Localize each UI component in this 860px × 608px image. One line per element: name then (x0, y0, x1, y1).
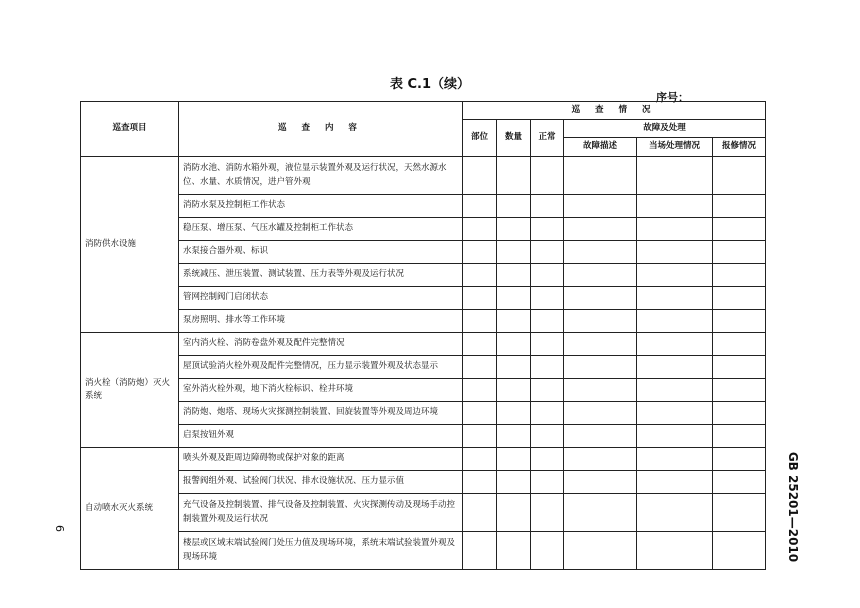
cell-onsite-handling[interactable] (637, 333, 713, 356)
header-onsite-handling: 当场处理情况 (637, 138, 713, 157)
cell-onsite-handling[interactable] (637, 264, 713, 287)
row-content: 室内消火栓、消防卷盘外观及配件完整情况 (179, 333, 463, 356)
cell-normal[interactable] (531, 264, 564, 287)
header-repair-status: 报修情况 (713, 138, 766, 157)
cell-fault-description[interactable] (564, 356, 637, 379)
cell-repair-status[interactable] (713, 218, 766, 241)
cell-fault-description[interactable] (564, 471, 637, 494)
cell-fault-description[interactable] (564, 287, 637, 310)
table-row (81, 287, 766, 310)
row-content: 消防炮、炮塔、现场火灾探测控制装置、回旋装置等外观及周边环境 (179, 402, 463, 425)
cell-quantity[interactable] (497, 241, 531, 264)
cell-onsite-handling[interactable] (637, 402, 713, 425)
cell-fault-description[interactable] (564, 195, 637, 218)
cell-quantity[interactable] (497, 287, 531, 310)
table-row (81, 157, 766, 195)
table-row (81, 195, 766, 218)
cell-normal[interactable] (531, 471, 564, 494)
cell-onsite-handling[interactable] (637, 241, 713, 264)
inspection-table (80, 101, 766, 570)
header-fault-group: 故障及处理 (564, 120, 766, 138)
table-row (81, 241, 766, 264)
cell-onsite-handling[interactable] (637, 379, 713, 402)
cell-repair-status[interactable] (713, 195, 766, 218)
cell-fault-description[interactable] (564, 218, 637, 241)
table-row (81, 471, 766, 494)
cell-quantity[interactable] (497, 379, 531, 402)
row-content: 楼层或区域末端试验阀门处压力值及现场环境，系统末端试验装置外观及现场环境 (179, 532, 463, 570)
cell-location[interactable] (463, 310, 497, 333)
row-group-item: 自动喷水灭火系统 (81, 448, 179, 570)
row-group-item: 消火栓（消防炮）灭火系统 (81, 333, 179, 448)
cell-fault-description[interactable] (564, 333, 637, 356)
cell-normal[interactable] (531, 195, 564, 218)
cell-fault-description[interactable] (564, 425, 637, 448)
cell-repair-status[interactable] (713, 264, 766, 287)
cell-fault-description[interactable] (564, 241, 637, 264)
cell-fault-description[interactable] (564, 310, 637, 333)
cell-location[interactable] (463, 333, 497, 356)
row-content: 室外消火栓外观，地下消火栓标识、栓井环境 (179, 379, 463, 402)
cell-onsite-handling[interactable] (637, 448, 713, 471)
row-content: 泵房照明、排水等工作环境 (179, 310, 463, 333)
cell-quantity[interactable] (497, 264, 531, 287)
cell-location[interactable] (463, 532, 497, 570)
table-row (81, 532, 766, 570)
cell-location[interactable] (463, 494, 497, 532)
cell-normal[interactable] (531, 157, 564, 195)
cell-location[interactable] (463, 471, 497, 494)
cell-repair-status[interactable] (713, 157, 766, 195)
row-content: 系统减压、泄压装置、测试装置、压力表等外观及运行状况 (179, 264, 463, 287)
cell-fault-description[interactable] (564, 264, 637, 287)
table-row (81, 310, 766, 333)
header-quantity: 数量 (497, 120, 531, 157)
header-normal: 正常 (531, 120, 564, 157)
header-location: 部位 (463, 120, 497, 157)
row-content: 充气设备及控制装置、排气设备及控制装置、火灾探测传动及现场手动控制装置外观及运行状况 (179, 494, 463, 532)
cell-quantity[interactable] (497, 218, 531, 241)
cell-location[interactable] (463, 425, 497, 448)
cell-onsite-handling[interactable] (637, 494, 713, 532)
cell-normal[interactable] (531, 333, 564, 356)
table-row (81, 448, 766, 471)
cell-quantity[interactable] (497, 448, 531, 471)
cell-normal[interactable] (531, 310, 564, 333)
cell-fault-description[interactable] (564, 494, 637, 532)
row-content: 屋顶试验消火栓外观及配件完整情况，压力显示装置外观及状态显示 (179, 356, 463, 379)
cell-location[interactable] (463, 287, 497, 310)
cell-quantity[interactable] (497, 333, 531, 356)
cell-fault-description[interactable] (564, 448, 637, 471)
row-content: 消防水池、消防水箱外观，液位显示装置外观及运行状况，天然水源水位、水量、水质情况，进户管外观 (179, 157, 463, 195)
row-content: 管网控制阀门启闭状态 (179, 287, 463, 310)
table-row (81, 402, 766, 425)
cell-fault-description[interactable] (564, 532, 637, 570)
cell-normal[interactable] (531, 494, 564, 532)
row-content: 水泵接合器外观、标识 (179, 241, 463, 264)
cell-onsite-handling[interactable] (637, 532, 713, 570)
row-group-item: 消防供水设施 (81, 157, 179, 333)
cell-location[interactable] (463, 218, 497, 241)
cell-normal[interactable] (531, 402, 564, 425)
cell-onsite-handling[interactable] (637, 356, 713, 379)
cell-onsite-handling[interactable] (637, 310, 713, 333)
table-row (81, 333, 766, 356)
cell-location[interactable] (463, 264, 497, 287)
cell-repair-status[interactable] (713, 241, 766, 264)
cell-quantity[interactable] (497, 425, 531, 448)
cell-fault-description[interactable] (564, 157, 637, 195)
header-content: 巡 查 内 容 (179, 102, 463, 157)
cell-repair-status[interactable] (713, 310, 766, 333)
cell-normal[interactable] (531, 379, 564, 402)
cell-repair-status[interactable] (713, 287, 766, 310)
cell-repair-status[interactable] (713, 356, 766, 379)
row-content: 报警阀组外观、试验阀门状况、排水设施状况、压力显示值 (179, 471, 463, 494)
serial-number-label: 序号： (656, 91, 689, 104)
standard-code: GB 25201—2010 (786, 451, 800, 563)
cell-quantity[interactable] (497, 402, 531, 425)
cell-repair-status[interactable] (713, 471, 766, 494)
row-content: 喷头外观及距周边障碍物或保护对象的距离 (179, 448, 463, 471)
cell-repair-status[interactable] (713, 402, 766, 425)
cell-repair-status[interactable] (713, 494, 766, 532)
cell-quantity[interactable] (497, 157, 531, 195)
page-number: 6 (53, 525, 66, 532)
cell-location[interactable] (463, 195, 497, 218)
cell-quantity[interactable] (497, 356, 531, 379)
header-fault-description: 故障描述 (564, 138, 637, 157)
cell-fault-description[interactable] (564, 379, 637, 402)
cell-normal[interactable] (531, 356, 564, 379)
cell-onsite-handling[interactable] (637, 425, 713, 448)
cell-repair-status[interactable] (713, 379, 766, 402)
cell-onsite-handling[interactable] (637, 287, 713, 310)
table-row (81, 494, 766, 532)
table-row (81, 356, 766, 379)
cell-onsite-handling[interactable] (637, 157, 713, 195)
cell-quantity[interactable] (497, 471, 531, 494)
cell-location[interactable] (463, 402, 497, 425)
cell-normal[interactable] (531, 241, 564, 264)
cell-repair-status[interactable] (713, 448, 766, 471)
cell-normal[interactable] (531, 448, 564, 471)
cell-normal[interactable] (531, 218, 564, 241)
cell-quantity[interactable] (497, 195, 531, 218)
cell-repair-status[interactable] (713, 425, 766, 448)
row-content: 启泵按钮外观 (179, 425, 463, 448)
cell-normal[interactable] (531, 532, 564, 570)
cell-location[interactable] (463, 379, 497, 402)
table-row (81, 379, 766, 402)
cell-location[interactable] (463, 157, 497, 195)
cell-quantity[interactable] (497, 310, 531, 333)
cell-quantity[interactable] (497, 494, 531, 532)
table-row (81, 218, 766, 241)
cell-location[interactable] (463, 241, 497, 264)
cell-location[interactable] (463, 448, 497, 471)
table-row (81, 425, 766, 448)
cell-onsite-handling[interactable] (637, 218, 713, 241)
table-caption: 表 C.1（续） (389, 77, 471, 92)
row-content: 消防水泵及控制柜工作状态 (179, 195, 463, 218)
cell-quantity[interactable] (497, 532, 531, 570)
cell-onsite-handling[interactable] (637, 471, 713, 494)
cell-fault-description[interactable] (564, 402, 637, 425)
cell-normal[interactable] (531, 425, 564, 448)
row-content: 稳压泵、增压泵、气压水罐及控制柜工作状态 (179, 218, 463, 241)
header-status-group: 巡 查 情 况 (463, 102, 766, 120)
header-item: 巡查项目 (81, 102, 179, 157)
table-row (81, 264, 766, 287)
cell-onsite-handling[interactable] (637, 195, 713, 218)
cell-normal[interactable] (531, 287, 564, 310)
cell-location[interactable] (463, 356, 497, 379)
cell-repair-status[interactable] (713, 532, 766, 570)
cell-repair-status[interactable] (713, 333, 766, 356)
